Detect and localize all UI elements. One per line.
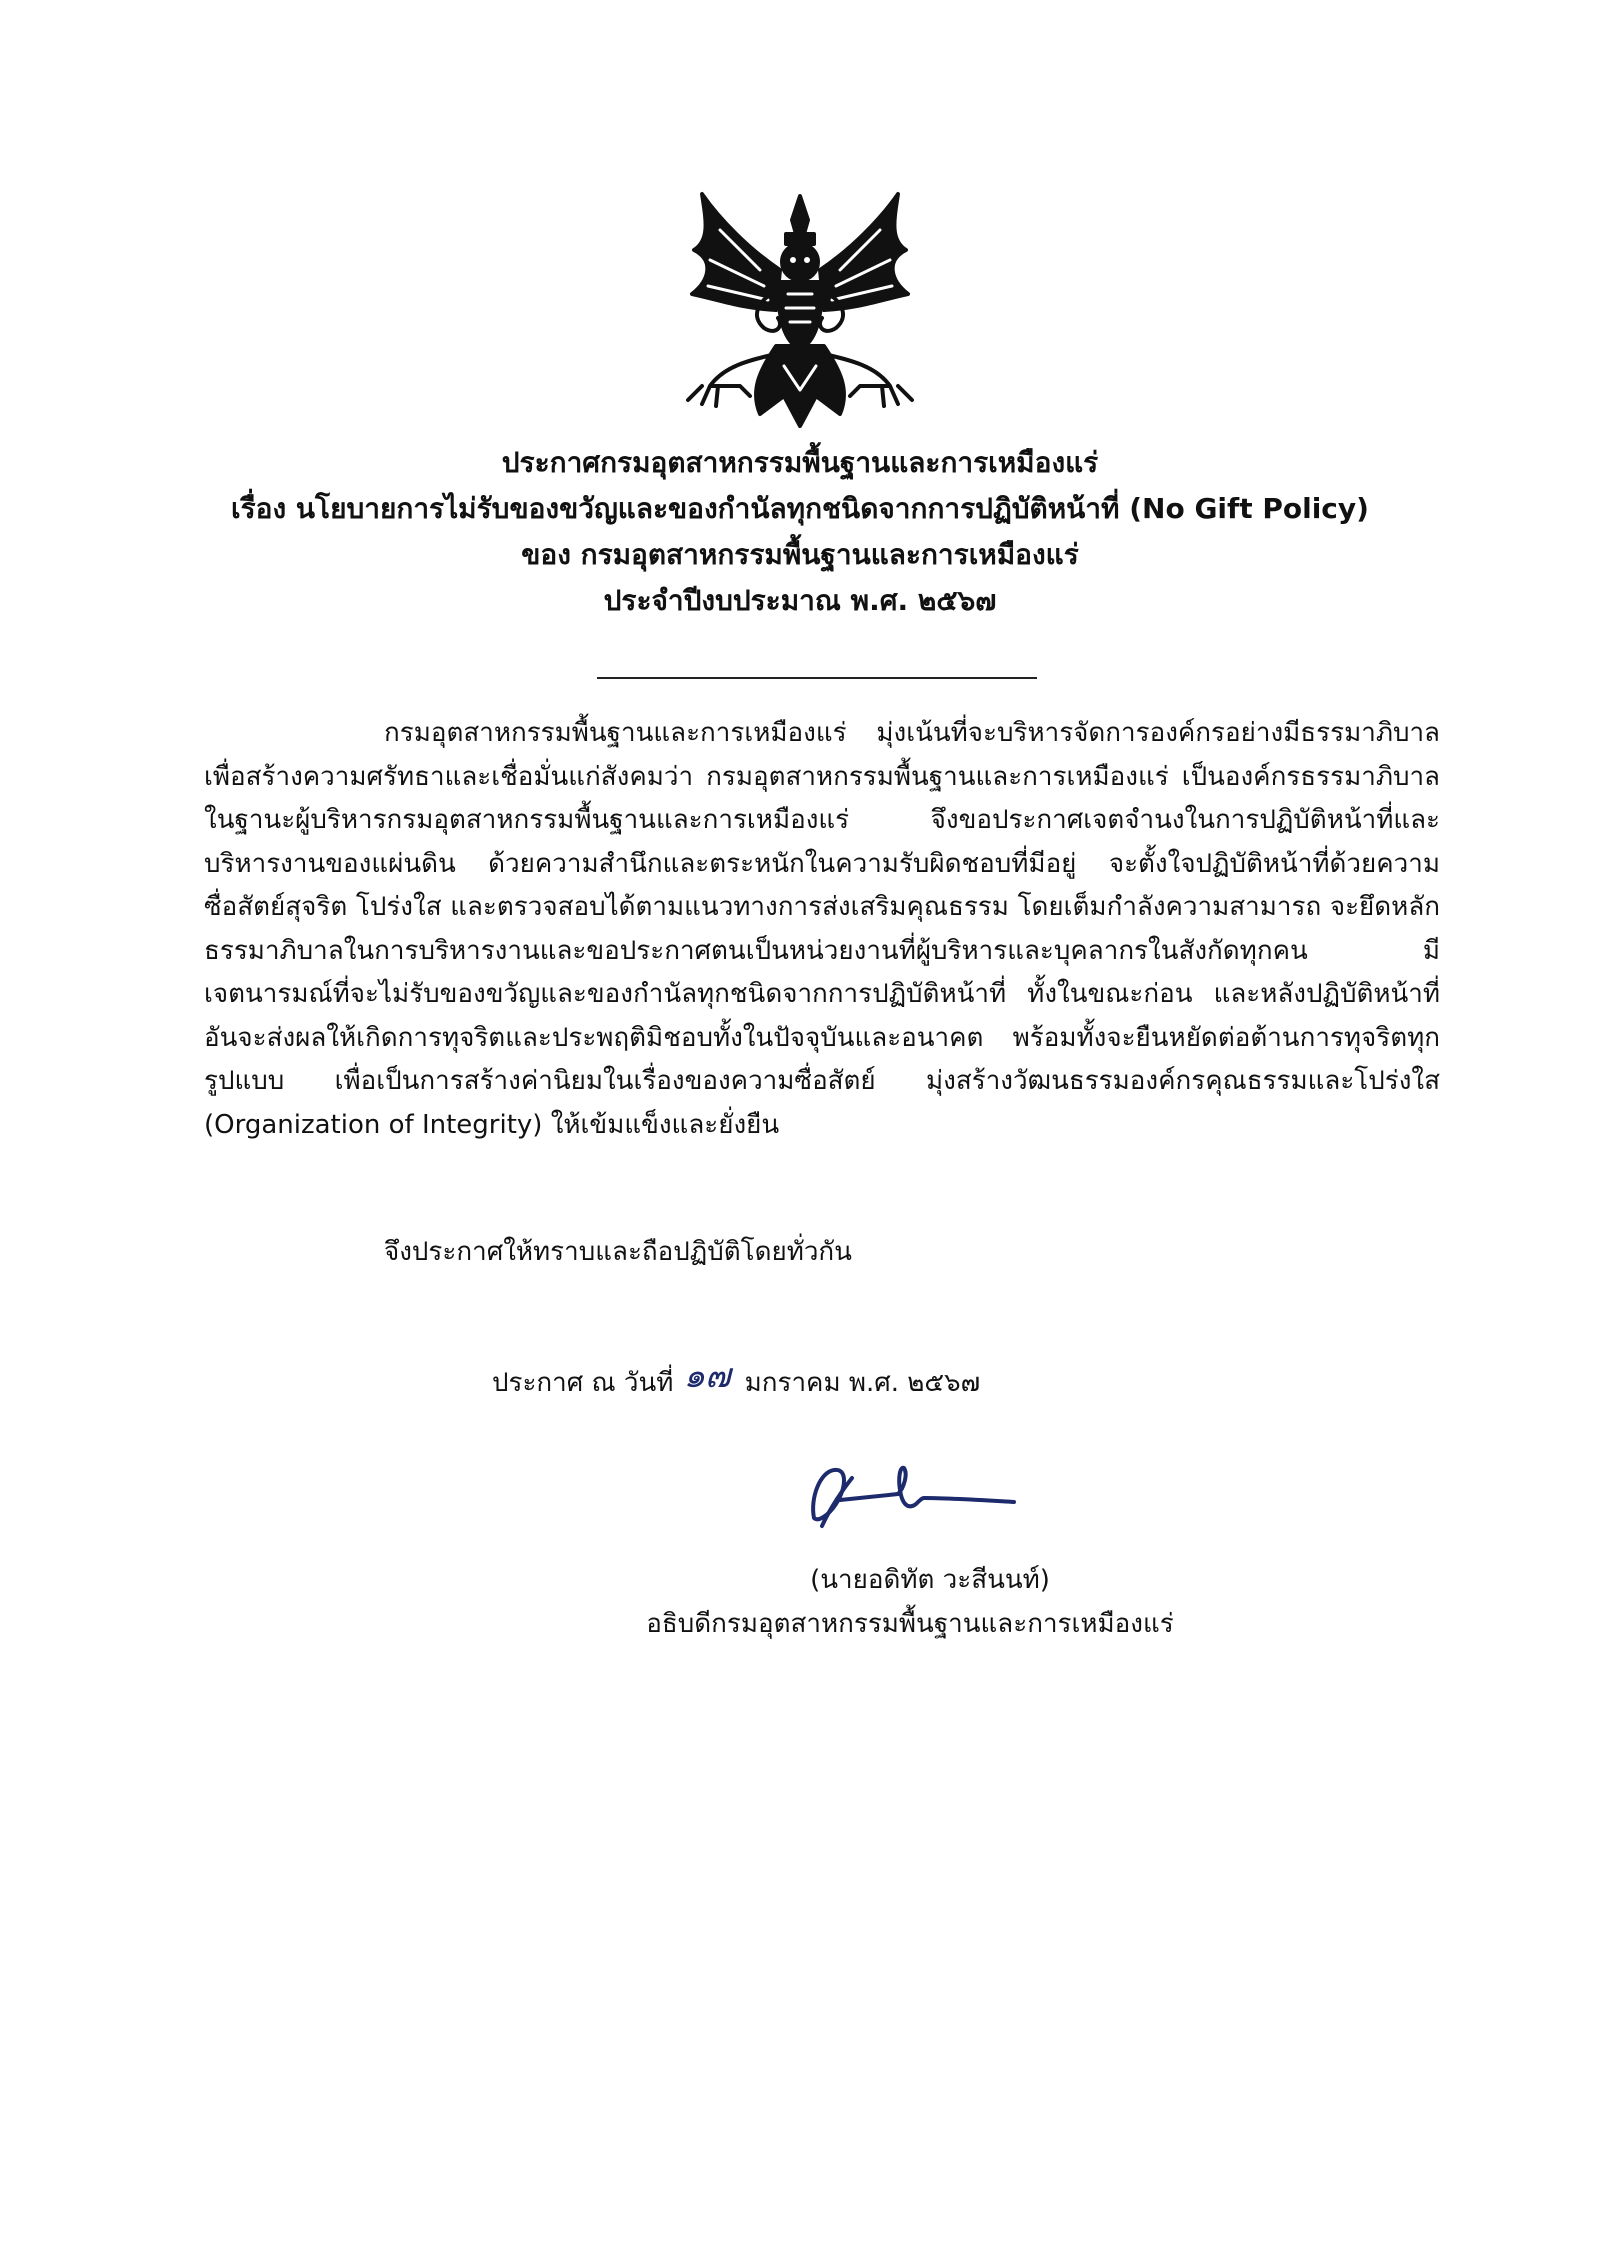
heading-line-owner: ของ กรมอุตสาหกรรมพื้นฐานและการเหมืองแร่ [521, 538, 1079, 571]
heading-line-agency: ประกาศกรมอุตสาหกรรมพื้นฐานและการเหมืองแร่ [501, 446, 1099, 479]
closing-statement: จึงประกาศให้ทราบและถือปฏิบัติโดยทั่วกัน [384, 1237, 852, 1267]
signatory-name: (นายอดิทัต วะสีนนท์) [810, 1565, 1050, 1595]
date-prefix: ประกาศ ณ วันที่ [492, 1368, 674, 1398]
date-day-handwritten: ๑๗ [683, 1356, 731, 1396]
announcement-body [204, 712, 1440, 1147]
announcement-heading [0, 440, 1600, 624]
body-paragraph: กรมอุตสาหกรรมพื้นฐานและการเหมืองแร่ มุ่งเน้นที่จะบริหารจัดการองค์กรอย่างมีธรรมาภิบาล เพื่อสร้างความศรัทธาและเชื่อมั่นแก่สังคมว่า กรมอุตสาหกรรมพื้นฐานและการเหมืองแร่ เป็นองค์กรธรรมาภิบาล ในฐานะผู้บริหารกรมอุตสาหกรรมพื้นฐานและการเหมืองแร่ จึงขอประกาศเจตจำนงในการปฏิบัติหน้าที่และบริหารงานของแผ่นดิน ด้วยความสำนึกและตระหนักในความรับผิดชอบที่มีอยู่ จะตั้งใจปฏิบัติหน้าที่ด้วยความซื่อสัตย์สุจริต โปร่งใส และตรวจสอบได้ตามแนวทางการส่งเสริมคุณธรรม โดยเต็มกำลังความสามารถ จะยึดหลักธรรมาภิบาลในการบริหารงานและขอประกาศตนเป็นหน่วยงานที่ผู้บริหารและบุคลากรในสังกัดทุกคน มีเจตนารมณ์ที่จะไม่รับของขวัญและของกำนัลทุกชนิดจากการปฏิบัติหน้าที่ ทั้งในขณะก่อน และหลังปฏิบัติหน้าที่ อันจะส่งผลให้เกิดการทุจริตและประพฤติมิชอบทั้งในปัจจุบันและอนาคต พร้อมทั้งจะยืนหยัดต่อต้านการทุจริตทุกรูปแบบ เพื่อเป็นการสร้างค่านิยมในเรื่องของความซื่อสัตย์ มุ่งสร้างวัฒนธรรมองค์กรคุณธรรมและโปร่งใส (Organization of Integrity) ให้เข้มแข็งและยั่งยืน [204, 718, 1440, 1140]
heading-divider [597, 677, 1037, 679]
garuda-emblem-icon [680, 190, 920, 430]
signatory-block [600, 1558, 1220, 1646]
handwritten-signature [800, 1448, 1020, 1538]
signatory-title: อธิบดีกรมอุตสาหกรรมพื้นฐานและการเหมืองแร่ [646, 1609, 1174, 1639]
date-suffix: มกราคม พ.ศ. ๒๕๖๗ [744, 1368, 981, 1398]
announcement-date [492, 1356, 981, 1403]
heading-line-fiscal-year: ประจำปีงบประมาณ พ.ศ. ๒๕๖๗ [603, 584, 997, 617]
heading-line-subject: เรื่อง นโยบายการไม่รับของขวัญและของกำนัลทุกชนิดจากการปฏิบัติหน้าที่ (No Gift Policy) [231, 492, 1369, 525]
